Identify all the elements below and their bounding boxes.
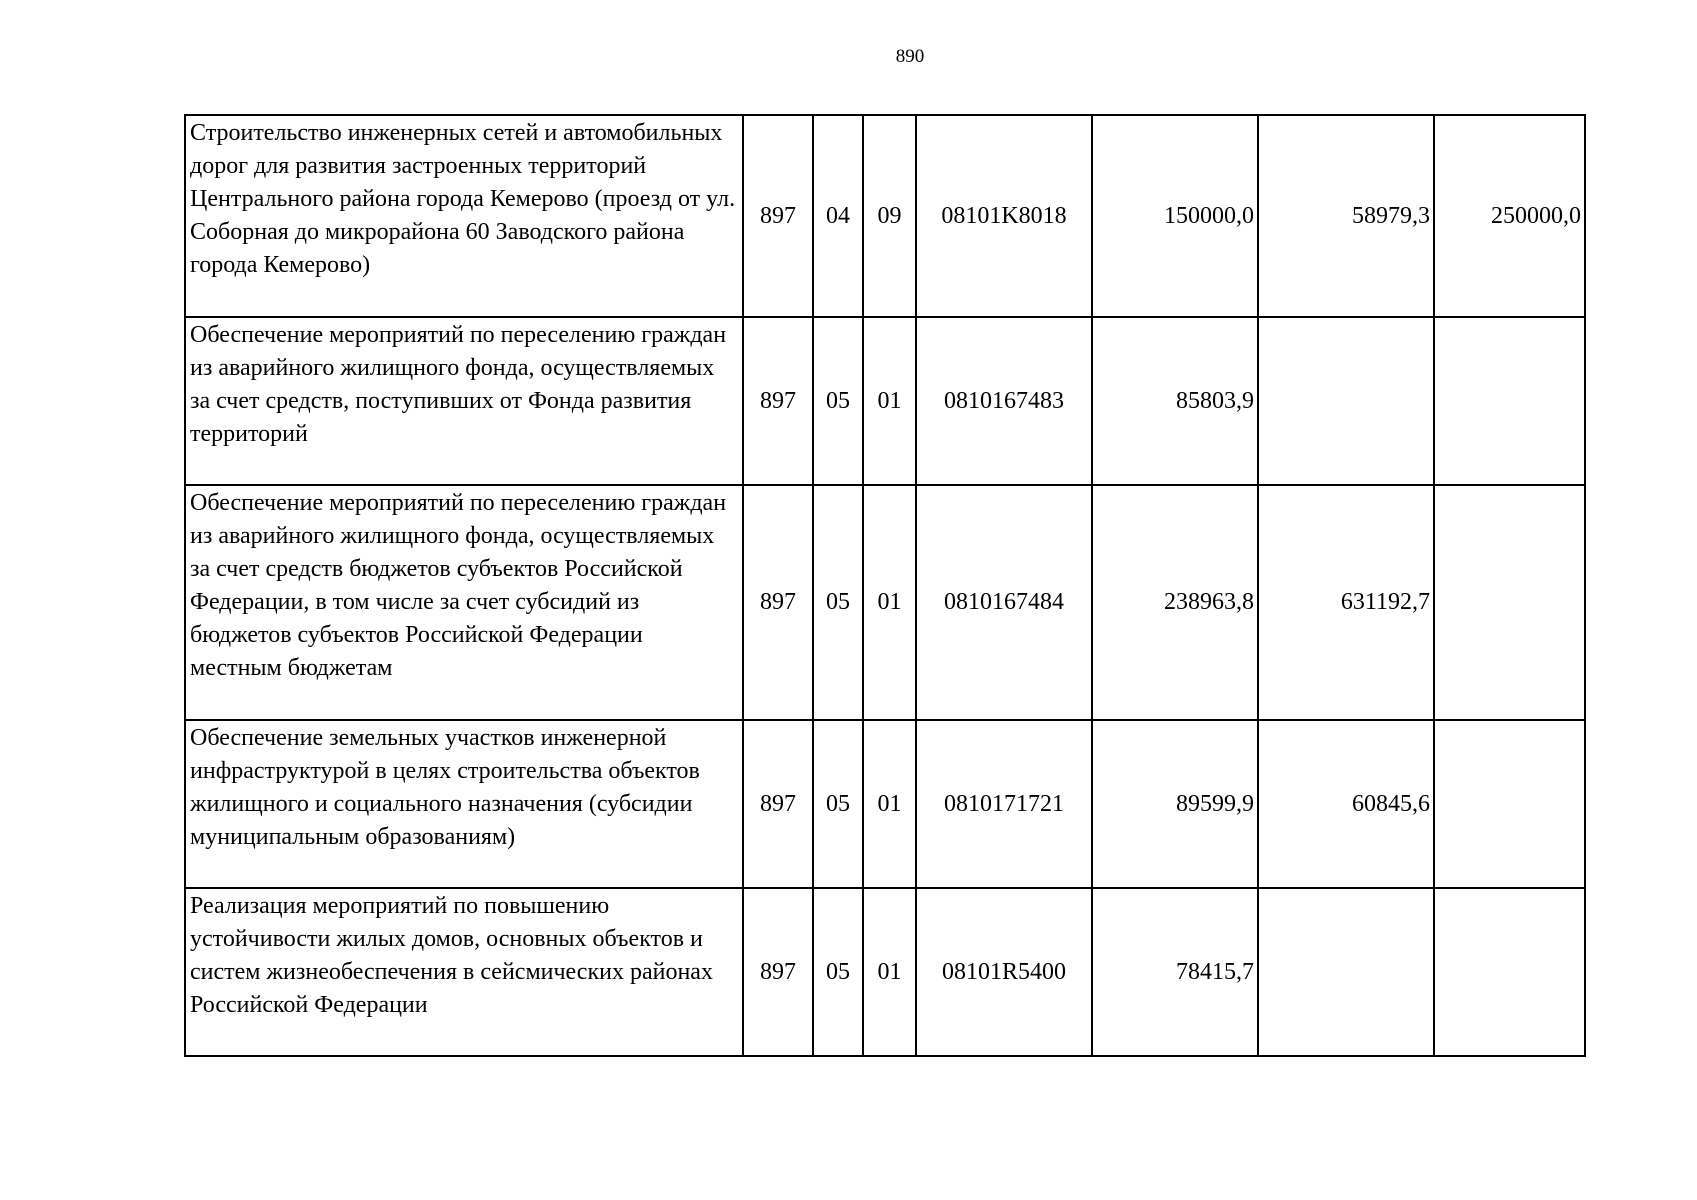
row-amount-2: 60845,6 [1258,720,1434,888]
row-pr-code: 01 [863,888,916,1056]
row-pr-code: 01 [863,720,916,888]
row-gr-code: 897 [743,888,813,1056]
row-amount-3 [1434,720,1585,888]
row-pr-code: 01 [863,485,916,720]
row-pr-code: 09 [863,115,916,317]
row-gr-code: 897 [743,720,813,888]
row-description: Обеспечение земельных участков инженерной инфраструктурой в целях строительства объектов жилищного и социального назначения (субсидии муниципальным образованиям) [185,720,743,888]
row-amount-2: 631192,7 [1258,485,1434,720]
row-amount-3 [1434,485,1585,720]
row-csr-code: 0810171721 [916,720,1092,888]
row-gr-code: 897 [743,317,813,485]
table-row [185,485,1585,720]
row-rz-code: 05 [813,888,863,1056]
row-csr-code: 0810167483 [916,317,1092,485]
row-csr-code: 08101R5400 [916,888,1092,1056]
row-amount-2 [1258,888,1434,1056]
table-row [185,720,1585,888]
table-row [185,888,1585,1056]
row-amount-1: 85803,9 [1092,317,1258,485]
row-amount-2 [1258,317,1434,485]
table-row [185,115,1585,317]
row-pr-code: 01 [863,317,916,485]
row-amount-2: 58979,3 [1258,115,1434,317]
row-csr-code: 08101K8018 [916,115,1092,317]
row-amount-1: 78415,7 [1092,888,1258,1056]
page-number: 890 [895,46,925,67]
row-description: Реализация мероприятий по повышению устойчивости жилых домов, основных объектов и систем жизнеобеспечения в сейсмических районах Российской Федерации [185,888,743,1056]
row-amount-1: 238963,8 [1092,485,1258,720]
row-amount-1: 150000,0 [1092,115,1258,317]
row-csr-code: 0810167484 [916,485,1092,720]
row-amount-3 [1434,317,1585,485]
row-rz-code: 04 [813,115,863,317]
row-amount-3: 250000,0 [1434,115,1585,317]
row-amount-3 [1434,888,1585,1056]
budget-table [184,114,1586,1057]
row-rz-code: 05 [813,317,863,485]
row-rz-code: 05 [813,485,863,720]
row-gr-code: 897 [743,115,813,317]
row-description: Обеспечение мероприятий по переселению граждан из аварийного жилищного фонда, осуществляемых за счет средств бюджетов субъектов Российской Федерации, в том числе за счет субсидий из бюджетов субъектов Российской Федерации местным бюджетам [185,485,743,720]
row-description: Строительство инженерных сетей и автомобильных дорог для развития застроенных территорий Центрального района города Кемерово (проезд от ул. Соборная до микрорайона 60 Заводского района города Кемерово) [185,115,743,317]
table-row [185,317,1585,485]
row-rz-code: 05 [813,720,863,888]
row-description: Обеспечение мероприятий по переселению граждан из аварийного жилищного фонда, осуществляемых за счет средств, поступивших от Фонда развития территорий [185,317,743,485]
row-gr-code: 897 [743,485,813,720]
row-amount-1: 89599,9 [1092,720,1258,888]
